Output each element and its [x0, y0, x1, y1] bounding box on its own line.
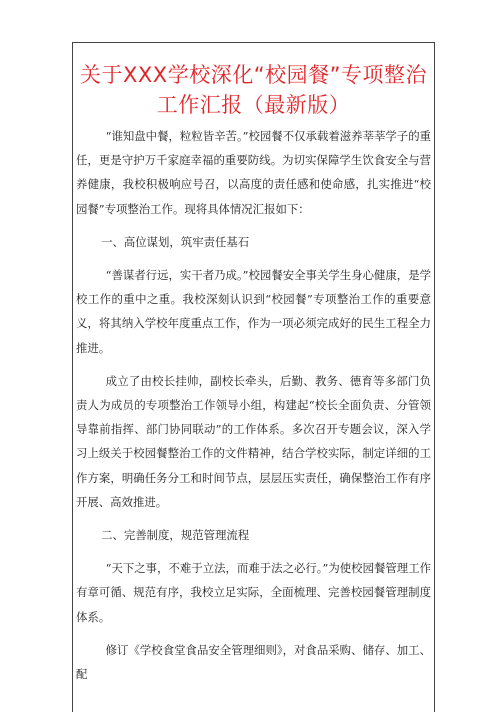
body-paragraph: 修订《学校食堂食品安全管理细则》，对食品采购、储存、加工、配 [76, 642, 431, 682]
intro-paragraph: “谁知盘中餐，粒粒皆辛苦。”校园餐不仅承载着滋养莘莘学子的重任，更是守护万千家庭幸福的重要防线。为切实保障学生饮食安全与营养健康，我校积极响应号召，以高度的责任感和使命感，扎实推进“校园餐”专项整治工作。现将具体情况汇报如下： [76, 129, 431, 216]
document-title-line-2: 工作汇报（最新版） [156, 93, 351, 117]
body-paragraph: “善谋者行远，实干者乃成。”校园餐安全事关学生身心健康，是学校工作的重中之重。我校深刻认识到“校园餐”专项整治工作的重要意义，将其纳入学校年度重点工作，作为一项必须完成好的民生工程全力推进。 [76, 268, 431, 355]
document-title-line-1: 关于XXX学校深化“校园餐”专项整治 [80, 63, 427, 87]
body-paragraph: “天下之事，不难于立法，而难于法之必行。”为使校园餐管理工作有章可循、规范有序，我校立足实际，全面梳理、完善校园餐管理制度体系。 [76, 561, 431, 624]
section-heading-1: 一、高位谋划，筑牢责任基石 [101, 234, 250, 249]
document-body [76, 124, 431, 695]
section-heading-2: 二、完善制度，规范管理流程 [101, 528, 250, 543]
body-paragraph: 成立了由校长挂帅，副校长牵头，后勤、教务、德育等多部门负责人为成员的专项整治工作领导小组，构建起“校长全面负责、分管领导靠前指挥、部门协同联动”的工作体系。多次召开专题会议，深入学习上级关于校园餐整治工作的文件精神，结合学校实际，制定详细的工作方案，明确任务分工和时间节点，层层压实责任，确保整治工作有序开展、高效推进。 [76, 373, 431, 509]
